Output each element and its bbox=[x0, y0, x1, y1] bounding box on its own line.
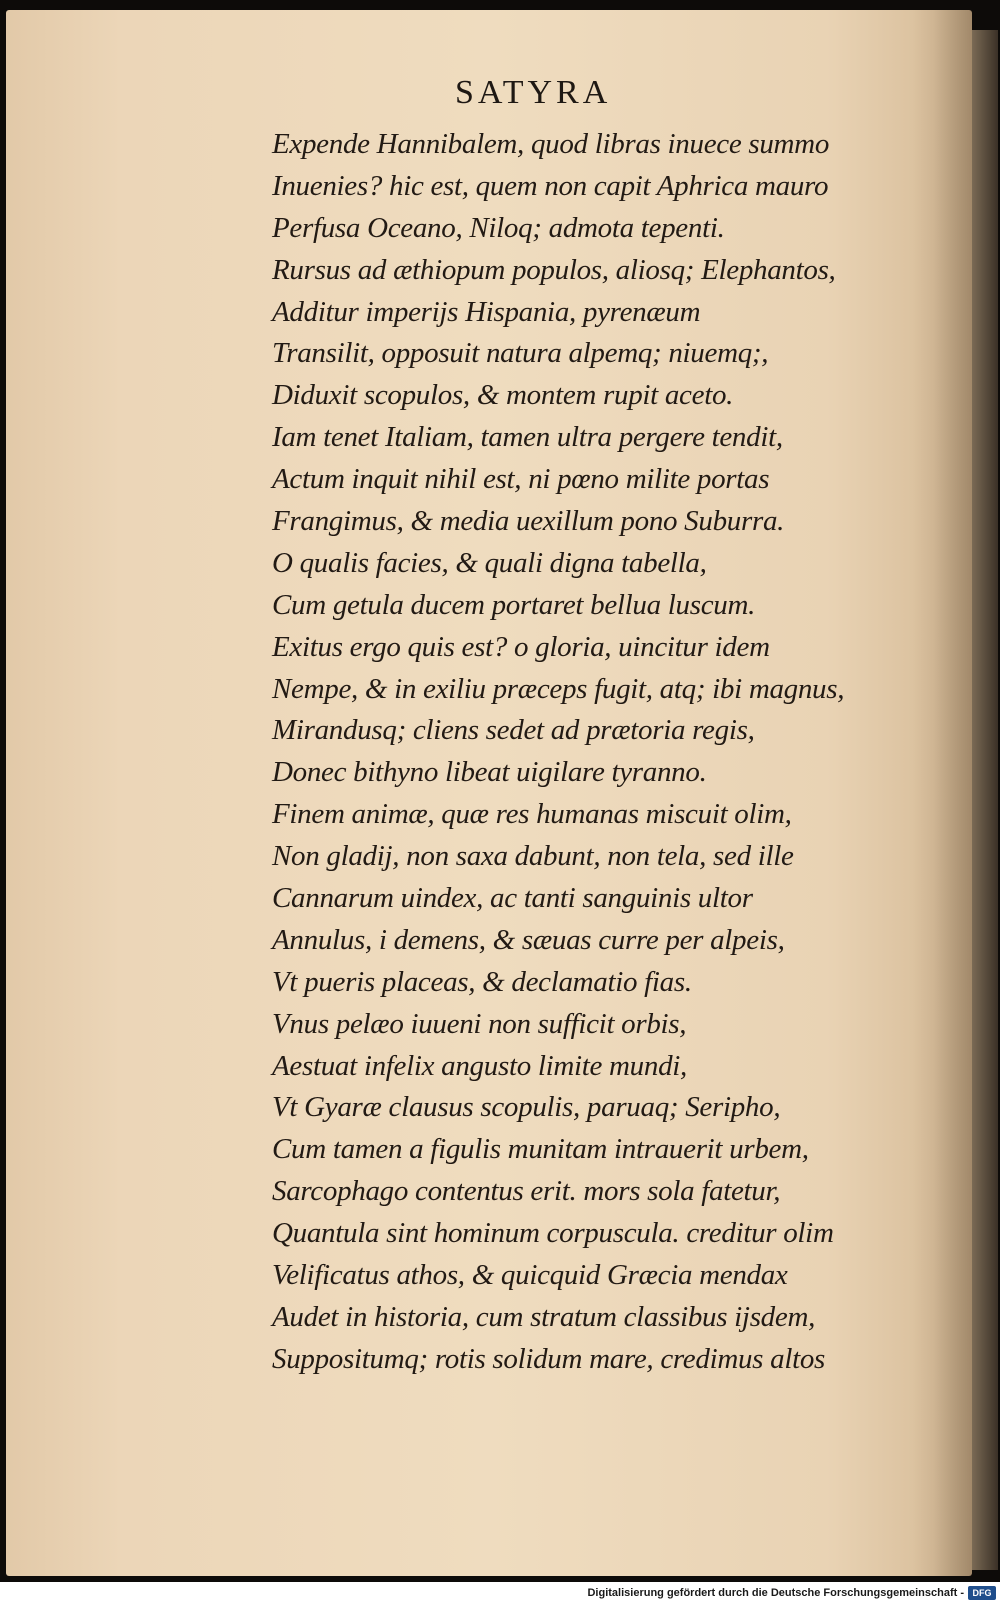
verse-line: Annulus, i demens, & sæuas curre per alpeis, bbox=[272, 923, 785, 956]
verse-line: Vnus pelæo iuueni non sufficit orbis, bbox=[272, 1007, 687, 1040]
verse-line: Vt Gyaræ clausus scopulis, paruaq; Seripho, bbox=[272, 1091, 781, 1124]
verse-line: Audet in historia, cum stratum classibus ijsdem, bbox=[272, 1300, 816, 1333]
verse-line: Expende Hannibalem, quod libras inuece summo bbox=[272, 128, 830, 160]
verse-line: Sarcophago contentus erit. mors sola fatetur, bbox=[272, 1175, 781, 1208]
verse-line: Donec bithyno libeat uigilare tyranno. bbox=[272, 756, 707, 789]
verse-line: Transilit, opposuit natura alpemq; niuemq;, bbox=[272, 337, 769, 370]
book-edge bbox=[972, 30, 998, 1570]
verse-line: Vt pueris placeas, & declamatio fias. bbox=[272, 965, 692, 998]
verse-line: Quantula sint hominum corpuscula. creditur olim bbox=[272, 1217, 834, 1250]
digitization-credit: Digitalisierung gefördert durch die Deutsche Forschungsgemeinschaft - bbox=[587, 1587, 964, 1599]
dfg-logo: DFG bbox=[968, 1586, 996, 1600]
verse-line: Mirandusq; cliens sedet ad prætoria regis, bbox=[272, 714, 755, 747]
verse-line: Perfusa Oceano, Niloq; admota tepenti. bbox=[272, 211, 725, 244]
verse-line: O qualis facies, & quali digna tabella, bbox=[272, 546, 707, 579]
verse-line: Aestuat infelix angusto limite mundi, bbox=[272, 1049, 687, 1082]
verse-line: Non gladij, non saxa dabunt, non tela, sed ille bbox=[272, 840, 794, 873]
verse-line: Rursus ad æthiopum populos, aliosq; Elephantos, bbox=[272, 253, 836, 286]
running-head: SATYRA bbox=[455, 74, 612, 111]
verse-line: Nempe, & in exiliu præceps fugit, atq; ibi magnus, bbox=[272, 672, 845, 705]
verse-line: Inuenies? hic est, quem non capit Aphrica mauro bbox=[272, 169, 829, 202]
verse-line: Suppositumq; rotis solidum mare, credimus altos bbox=[272, 1342, 826, 1375]
verse-line: Cannarum uindex, ac tanti sanguinis ultor bbox=[272, 882, 753, 915]
verse-line: Cum tamen a figulis munitam intrauerit urbem, bbox=[272, 1133, 809, 1166]
verse-line: Diduxit scopulos, & montem rupit aceto. bbox=[272, 379, 734, 412]
verse-line: Finem animæ, quæ res humanas miscuit olim, bbox=[272, 798, 792, 831]
verse-line: Exitus ergo quis est? o gloria, uincitur idem bbox=[272, 630, 770, 663]
verse-line: Velificatus athos, & quicquid Græcia mendax bbox=[272, 1259, 788, 1292]
verse-line: Additur imperijs Hispania, pyrenæum bbox=[272, 295, 701, 328]
verse-line: Cum getula ducem portaret bellua luscum. bbox=[272, 588, 756, 621]
verse-line: Actum inquit nihil est, ni pœno milite portas bbox=[272, 463, 770, 496]
verse-line: Frangimus, & media uexillum pono Suburra. bbox=[272, 505, 785, 538]
verse-line: Iam tenet Italiam, tamen ultra pergere tendit, bbox=[272, 421, 783, 454]
verse-list bbox=[272, 124, 922, 1381]
